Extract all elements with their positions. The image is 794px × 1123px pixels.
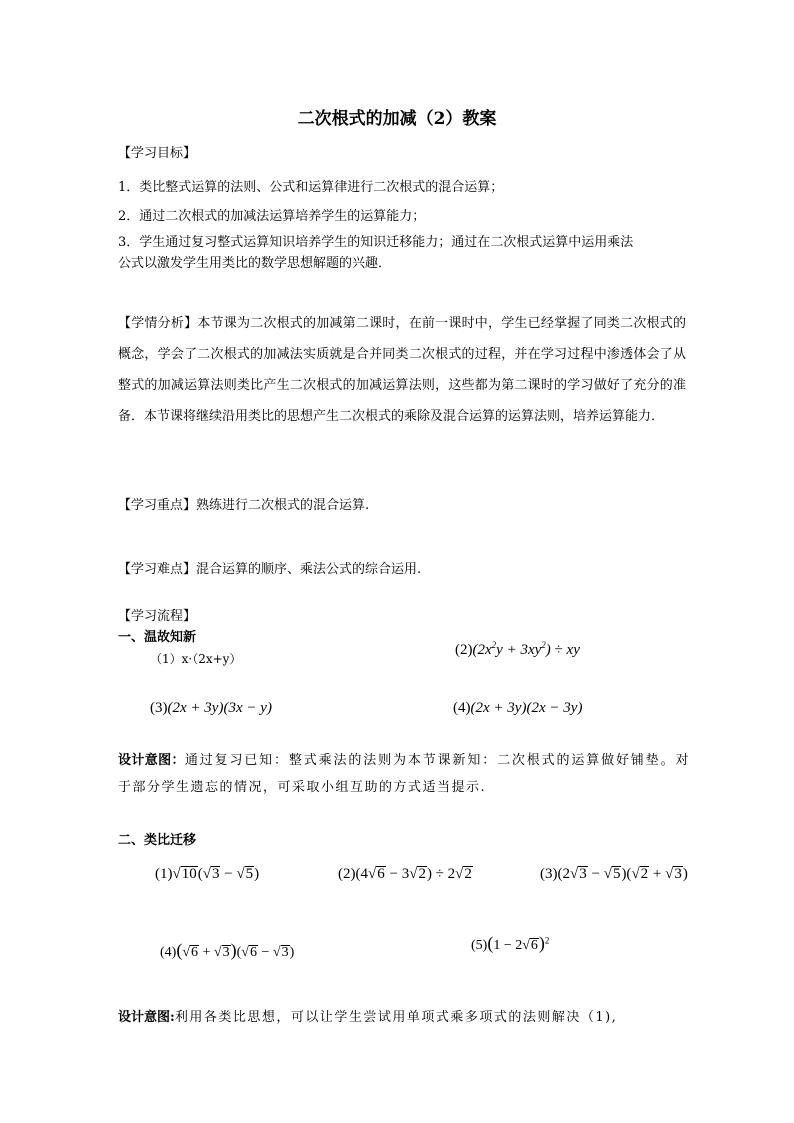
design-intent-label: 设计意图:	[118, 1010, 175, 1025]
analysis-text: 本节课为二次根式的加减第二课时，在前一课时中，学生已经掌握了同类二次根式的概念，学会了二次根式的加减法实质就是合并同类二次根式的过程，并在学习过程中渗透体会了从整式的加减运算法则类比产生二次根式的加减运算法则，这些都为第二课时的学习做好了充分的准备．本节课将继续沿用类比的思想产生二次根式的乘除及混合运算的运算法则，培养运算能力．	[118, 316, 686, 424]
difficulty-label: 【学习难点】	[118, 562, 197, 577]
design-intent-text: 利用各类比思想，可以让学生尝试用单项式乘多项式的法则解决（1),	[174, 1010, 618, 1025]
review-exercise-4: (4)(2x + 3y)(2x − 3y)	[453, 700, 583, 716]
objective-item: 1．类比整式运算的法则、公式和运算律进行二次根式的混合运算；	[118, 180, 504, 195]
analogy-exercise-5: $(5)(1 - 2√6)^2$	[471, 933, 550, 953]
analogy-exercise-3: (3)(2√3 − √5)(√2 + √3)	[540, 866, 688, 882]
design-intent-1	[118, 747, 690, 801]
design-intent-2	[118, 1004, 690, 1031]
objective-item: 2．通过二次根式的加减法运算培养学生的运算能力；	[118, 209, 426, 224]
section2-title: 二、类比迁移	[118, 833, 197, 848]
analysis-paragraph	[118, 308, 686, 432]
key-point-label: 【学习重点】	[118, 498, 197, 513]
review-exercise-2: $(2)(2x^2y + 3xy^2)$ ÷ xy	[455, 640, 580, 658]
section1-title: 一、温故知新	[118, 630, 197, 645]
review-exercise-1: （1）x·（2x+y）	[150, 652, 242, 666]
review-exercise-3: (3)(2x + 3y)(3x − y)	[150, 700, 272, 716]
analogy-exercise-1: (1)√10(√3 − √5)	[155, 866, 260, 882]
design-intent-text: 通过复习已知：整式乘法的法则为本节课新知：二次根式的运算做好铺垫。对于部分学生遗忘的情况，可采取小组互助的方式适当提示.	[118, 753, 690, 795]
objective-item: 3．学生通过复习整式运算知识培养学生的知识迁移能力；通过在二次根式运算中运用乘法	[118, 235, 634, 250]
analogy-exercise-4: (4)(√6 + √3)(√6 − √3)	[160, 940, 295, 960]
key-point	[118, 498, 369, 514]
analogy-exercise-2: (2)(4√6 − 3√2) ÷ 2√2	[338, 866, 472, 882]
objectives-heading: 【学习目标】	[118, 146, 197, 161]
process-heading: 【学习流程】	[118, 609, 197, 624]
analysis-label: 【学情分析】	[118, 316, 198, 331]
design-intent-label: 设计意图：	[118, 753, 185, 768]
objective-item: 公式以激发学生用类比的数学思想解题的兴趣．	[118, 256, 392, 271]
page-title: 二次根式的加减（2）教案	[297, 109, 497, 129]
key-point-text: 熟练进行二次根式的混合运算.	[196, 498, 370, 513]
difficulty-text: 混合运算的顺序、乘法公式的综合运用.	[196, 562, 422, 577]
difficulty	[118, 562, 421, 578]
